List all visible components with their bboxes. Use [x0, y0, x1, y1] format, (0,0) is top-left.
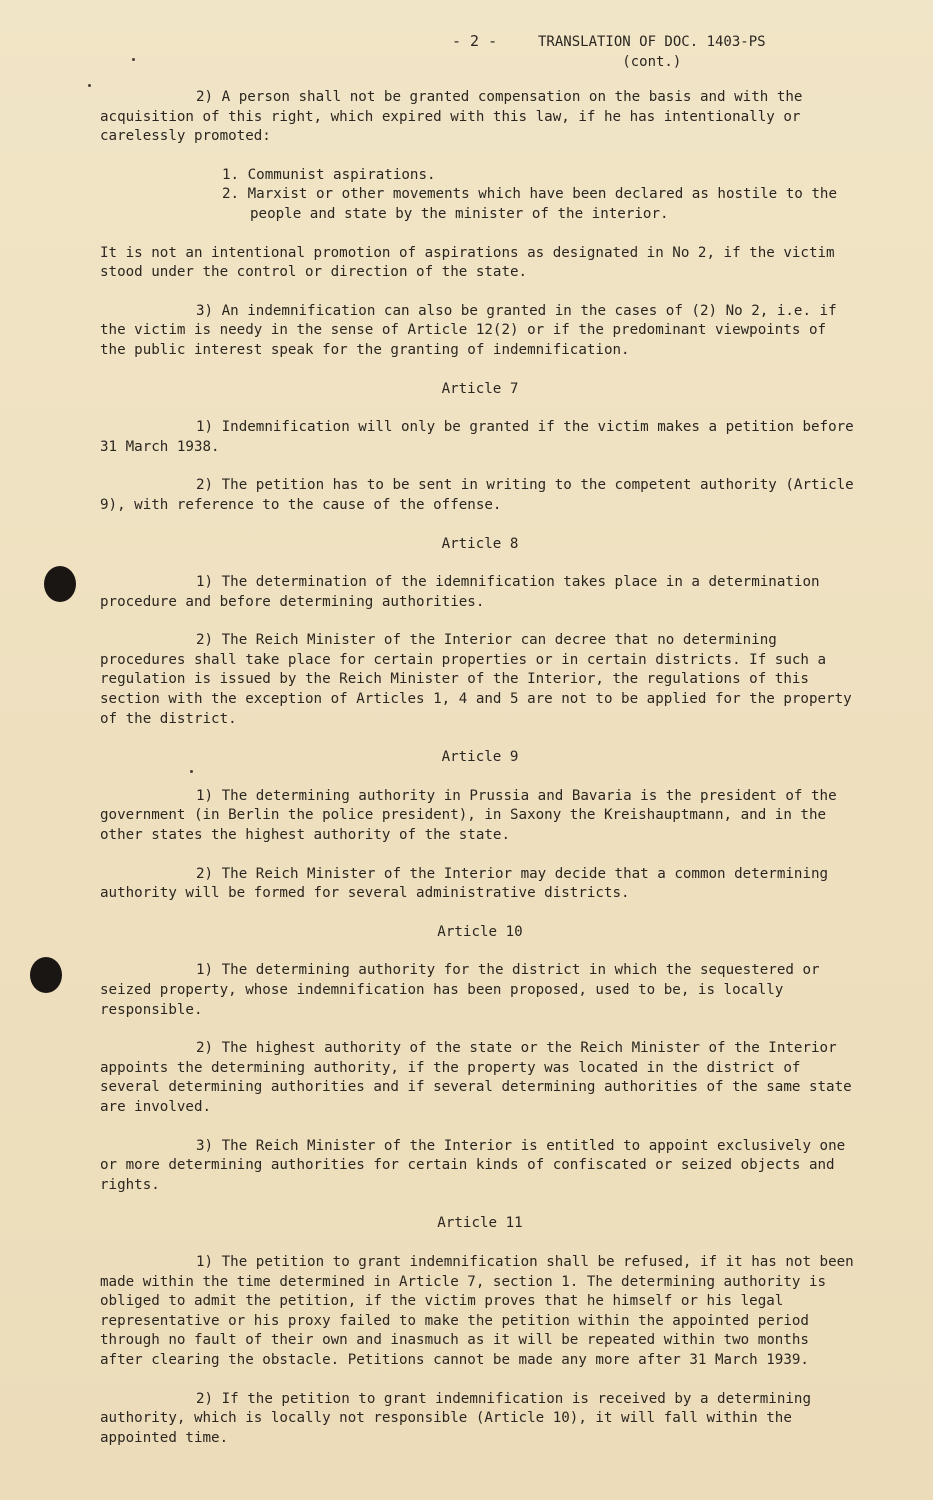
punch-hole	[44, 566, 76, 602]
stray-mark	[88, 84, 91, 87]
document-title-cont: (cont.)	[622, 54, 682, 70]
paragraph-not-intentional: It is not an intentional promotion of aspirations as designated in No 2, if the victim stood under the control or direction of the state.	[100, 244, 835, 281]
paragraph-6-3: 3) An indemnification can also be granted in the cases of (2) No 2, i.e. if the victim is needy in the sense of Article 12(2) or if the predominant viewpoints of the public interest speak for the granting of indemnification.	[100, 302, 837, 358]
article-11-heading: Article 11	[437, 1215, 523, 1232]
document-title-line: TRANSLATION OF DOC. 1403-PS	[538, 34, 766, 50]
paragraph-10-2: 2) The highest authority of the state or the Reich Minister of the Interior appoints the determining authority, if the property was located in the district of several determining authorities and if several determining authorities of the same state are involved.	[100, 1040, 852, 1115]
paragraph-7-2: 2) The petition has to be sent in writing to the competent authority (Article 9), with reference to the cause of the offense.	[100, 477, 854, 513]
paragraph-10-3: 3) The Reich Minister of the Interior is entitled to appoint exclusively one or more determining authorities for certain kinds of confiscated or seized objects and rights.	[100, 1137, 846, 1193]
paragraph-10-1: 1) The determining authority for the district in which the sequestered or seized property, whose indemnification has been proposed, used to be, is locally responsible.	[100, 962, 820, 1018]
aspirations-list	[100, 166, 860, 225]
paragraph-7-1: 1) Indemnification will only be granted if the victim makes a petition before 31 March 1938.	[100, 419, 854, 455]
paragraph-8-2: 2) The Reich Minister of the Interior can decree that no determining procedures shall take place for certain properties or in certain districts. If such a regulation is issued by the Reich Minister of the Interior, the regulations of this section with the exception of Articles 1, 4 and 5 are not to be applied for the property of the district.	[100, 632, 852, 727]
paragraph-6-2: 2) A person shall not be granted compensation on the basis and with the acquisition of this right, which expired with this law, if he has intentionally or carelessly promoted:	[100, 89, 803, 145]
page-number: - 2 -	[452, 32, 498, 50]
paragraph-8-1: 1) The determination of the idemnification takes place in a determination procedure and before determining authorities.	[100, 574, 820, 610]
paragraph-9-1: 1) The determining authority in Prussia and Bavaria is the president of the government (in Berlin the police president), in Saxony the Kreishauptmann, and in the other states the highest authority of the state.	[100, 787, 837, 844]
article-9-heading: Article 9	[441, 749, 519, 766]
document-body	[100, 88, 860, 1467]
list-item: 2. Marxist or other movements which have been declared as hostile to the people and state by the minister of the interior.	[222, 186, 837, 222]
article-10-heading: Article 10	[437, 923, 523, 940]
article-8-heading: Article 8	[441, 535, 519, 552]
list-item: 1. Communist aspirations.	[222, 166, 436, 183]
article-7-heading: Article 7	[441, 380, 519, 397]
stray-mark	[132, 58, 135, 61]
paragraph-11-2: 2) If the petition to grant indemnification is received by a determining authority, which is locally not responsible (Article 10), it will fall within the appointed time.	[100, 1390, 811, 1446]
punch-hole	[30, 957, 62, 993]
document-title	[538, 32, 766, 72]
paragraph-11-1: 1) The petition to grant indemnification shall be refused, if it has not been made within the time determined in Article 7, section 1. The determining authority is obliged to admit the petition, if the victim proves that he himself or his legal representative or his proxy failed to make the petition within the appointed period through no fault of their own and inasmuch as it will be repeated within two months after clearing the obstacle. Petitions cannot be made any more after 31 March 1939.	[100, 1253, 854, 1368]
paragraph-9-2: 2) The Reich Minister of the Interior may decide that a common determining authority will be formed for several administrative districts.	[100, 865, 829, 902]
